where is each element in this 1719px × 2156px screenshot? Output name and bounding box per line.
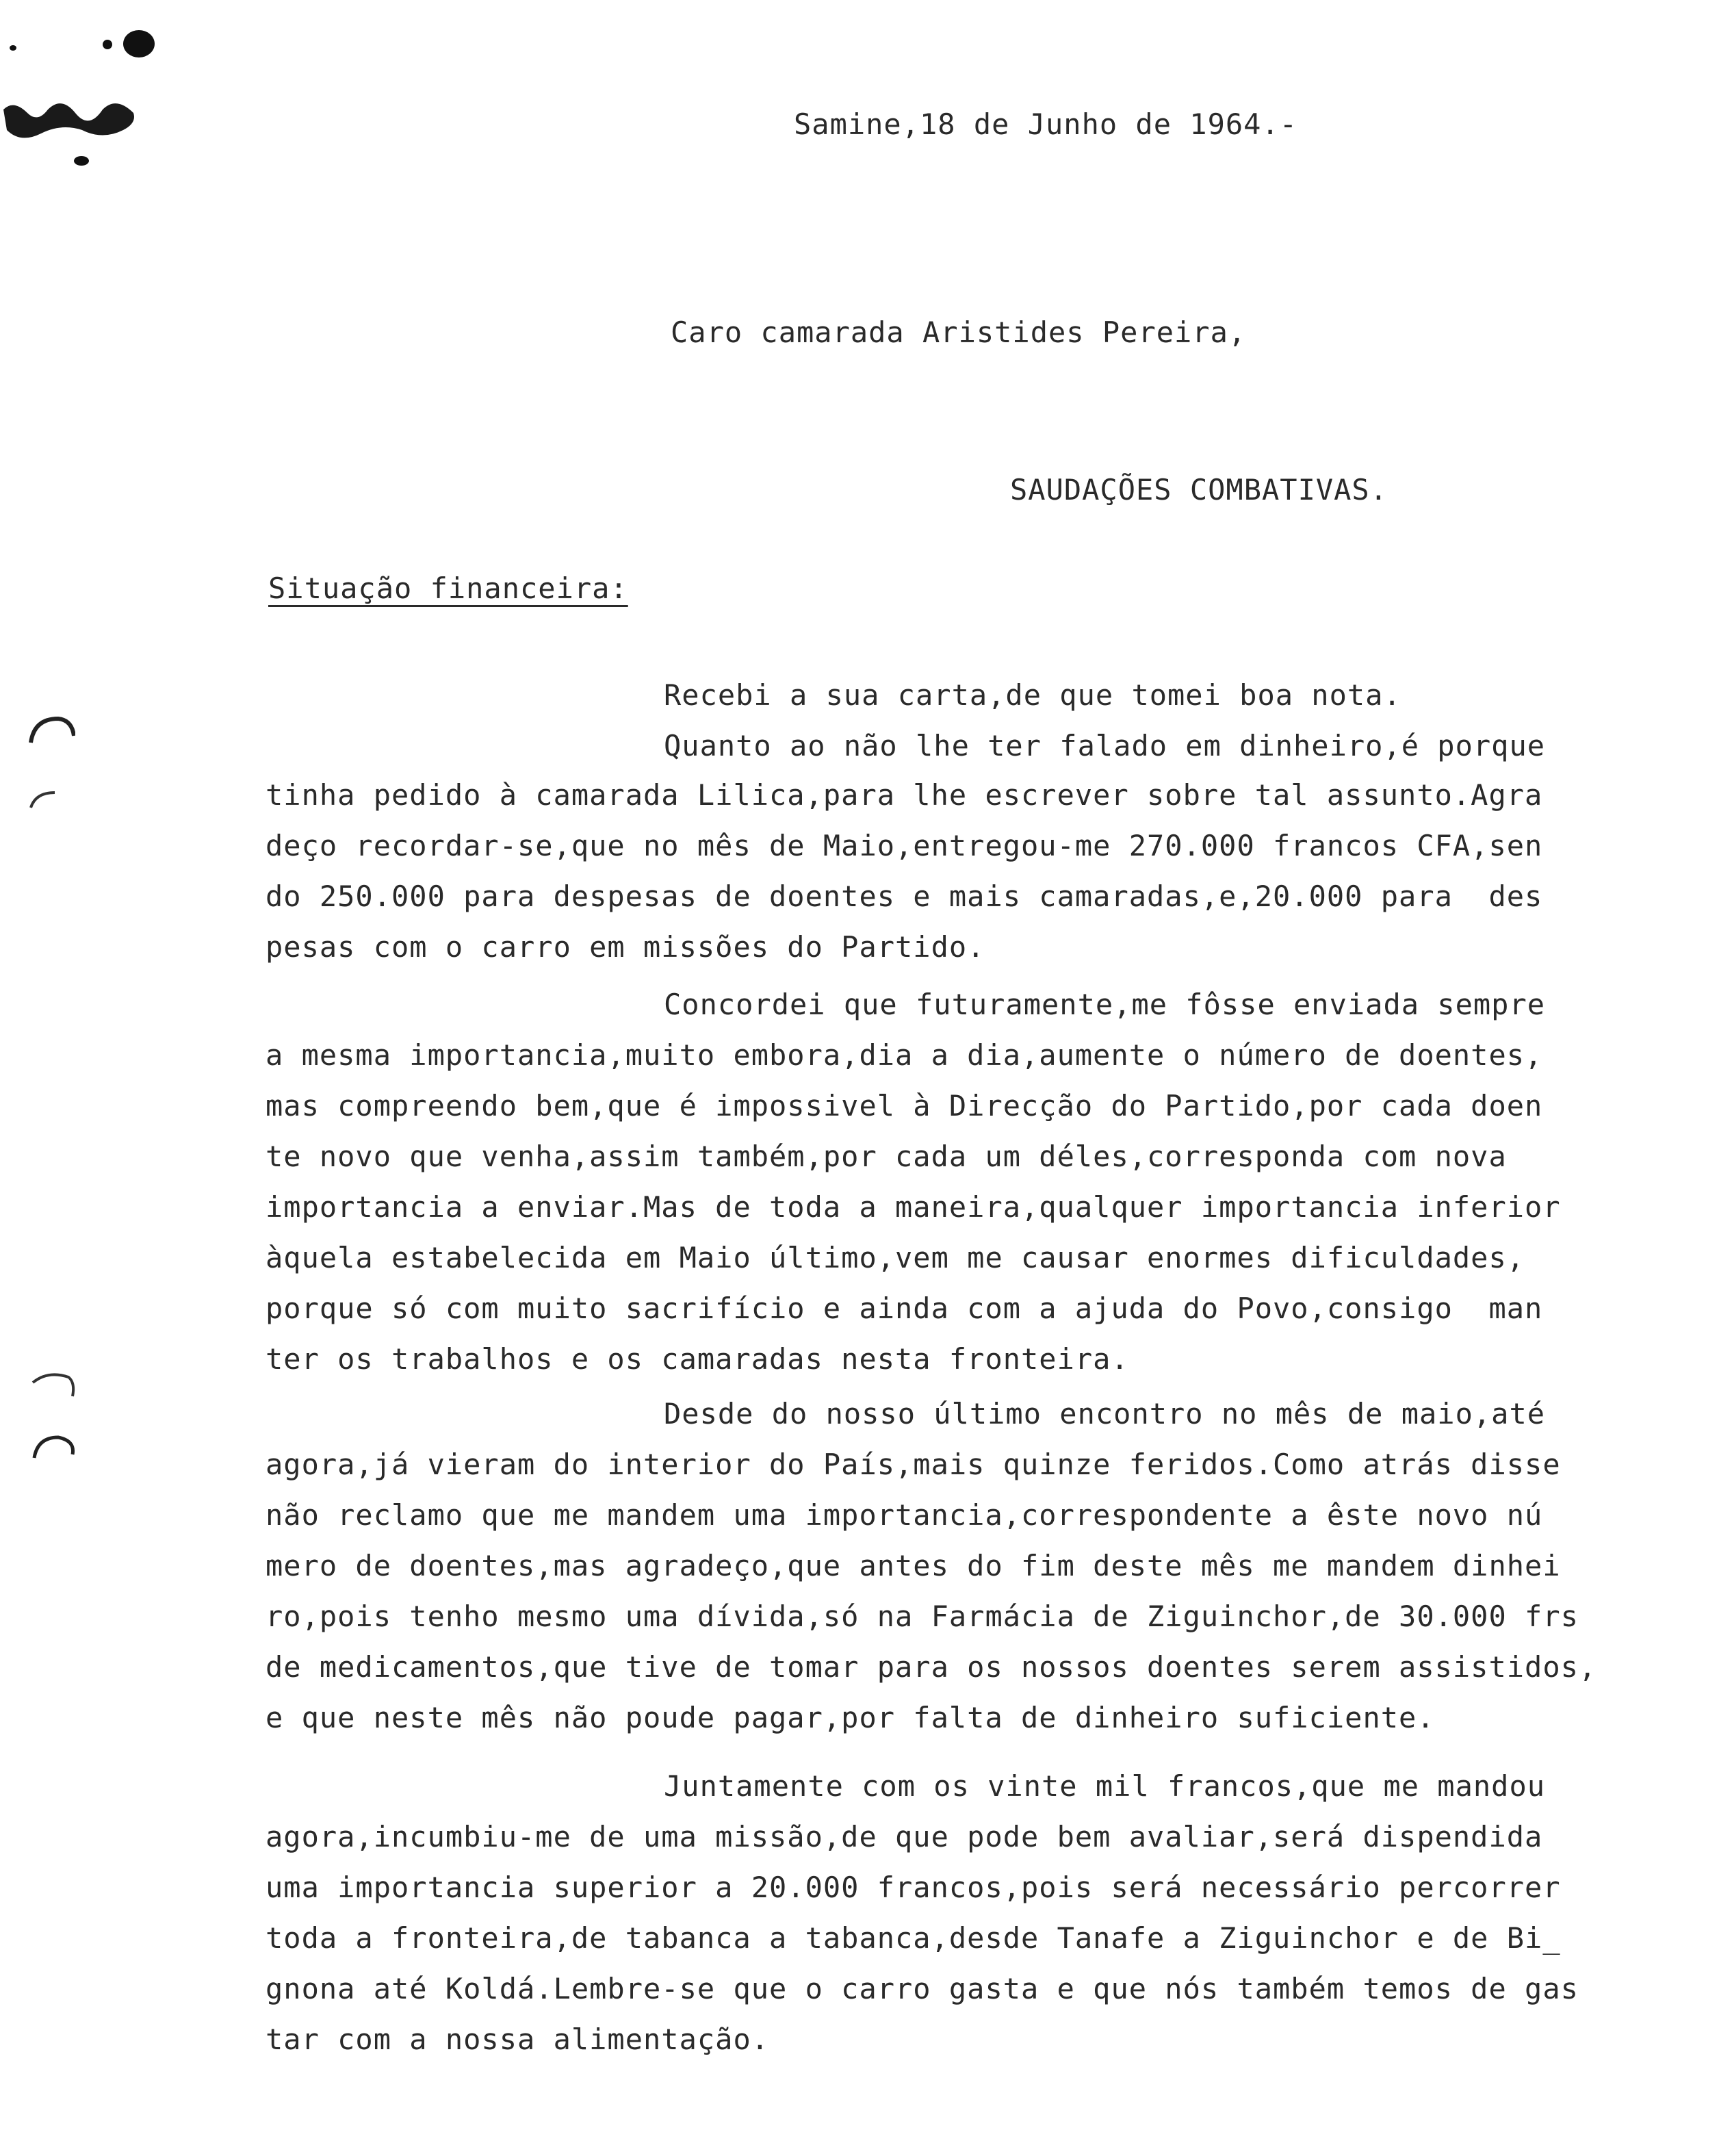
- body-line: ro,pois tenho mesmo uma dívida,só na Farmácia de Ziguinchor,de 30.000 frs: [266, 1600, 1579, 1633]
- body-line: tar com a nossa alimentação.: [266, 2023, 770, 2056]
- body-line: agora,já vieram do interior do País,mais quinze feridos.Como atrás disse: [266, 1448, 1561, 1481]
- punch-hole-icon: [27, 780, 75, 821]
- body-line: Quanto ao não lhe ter falado em dinheiro,é porque: [664, 729, 1546, 762]
- ink-dot-icon: [103, 40, 112, 49]
- body-line: mas compreendo bem,que é impossivel à Direcção do Partido,por cada doen: [266, 1089, 1543, 1122]
- punch-hole-icon: [27, 1424, 75, 1465]
- body-line: uma importancia superior a 20.000 francos,pois será necessário percorrer: [266, 1871, 1561, 1904]
- body-line: não reclamo que me mandem uma importancia,correspondente a êste novo nú: [266, 1498, 1543, 1532]
- body-line: toda a fronteira,de tabanca a tabanca,desde Tanafe a Ziguinchor e de Bi_: [266, 1921, 1561, 1955]
- body-line: deço recordar-se,que no mês de Maio,entregou-me 270.000 francos CFA,sen: [266, 829, 1543, 862]
- body-line: àquela estabelecida em Maio último,vem me causar enormes dificuldades,: [266, 1241, 1525, 1274]
- body-line: agora,incumbiu-me de uma missão,de que pode bem avaliar,será dispendida: [266, 1820, 1543, 1853]
- letter-salutation: Caro camarada Aristides Pereira,: [671, 316, 1247, 349]
- ink-dot-icon: [10, 45, 16, 51]
- body-line: pesas com o carro em missões do Partido.: [266, 930, 985, 964]
- section-heading: Situação financeira:: [268, 572, 628, 605]
- body-line: de medicamentos,que tive de tomar para os nossos doentes serem assistidos,: [266, 1650, 1597, 1684]
- body-line: a mesma importancia,muito embora,dia a dia,aumente o número de doentes,: [266, 1038, 1543, 1072]
- body-line: tinha pedido à camarada Lilica,para lhe escrever sobre tal assunto.Agra: [266, 778, 1543, 812]
- body-line: importancia a enviar.Mas de toda a maneira,qualquer importancia inferior: [266, 1190, 1561, 1224]
- ink-dot-icon: [74, 156, 89, 166]
- punch-hole-icon: [27, 712, 75, 753]
- body-line: ter os trabalhos e os camaradas nesta fronteira.: [266, 1342, 1129, 1376]
- body-line: Recebi a sua carta,de que tomei boa nota.: [664, 678, 1401, 712]
- letter-date: Samine,18 de Junho de 1964.-: [794, 107, 1298, 141]
- body-line: mero de doentes,mas agradeço,que antes do fim deste mês me mandem dinhei: [266, 1549, 1561, 1582]
- body-line: do 250.000 para despesas de doentes e mais camaradas,e,20.000 para des: [266, 880, 1543, 913]
- ink-stamp-icon: [0, 82, 144, 151]
- punch-hole-icon: [27, 1362, 75, 1403]
- ink-dot-icon: [123, 30, 155, 57]
- body-line: Juntamente com os vinte mil francos,que me mandou: [664, 1769, 1546, 1803]
- body-line: te novo que venha,assim também,por cada um déles,corresponda com nova: [266, 1140, 1507, 1173]
- letter-greeting: SAUDAÇÕES COMBATIVAS.: [1010, 473, 1388, 506]
- body-line: gnona até Koldá.Lembre-se que o carro gasta e que nós também temos de gas: [266, 1972, 1579, 2005]
- body-line: e que neste mês não poude pagar,por falta de dinheiro suficiente.: [266, 1701, 1435, 1734]
- body-line: Desde do nosso último encontro no mês de maio,até: [664, 1397, 1546, 1430]
- body-line: Concordei que futuramente,me fôsse enviada sempre: [664, 988, 1546, 1021]
- body-line: porque só com muito sacrifício e ainda com a ajuda do Povo,consigo man: [266, 1292, 1543, 1325]
